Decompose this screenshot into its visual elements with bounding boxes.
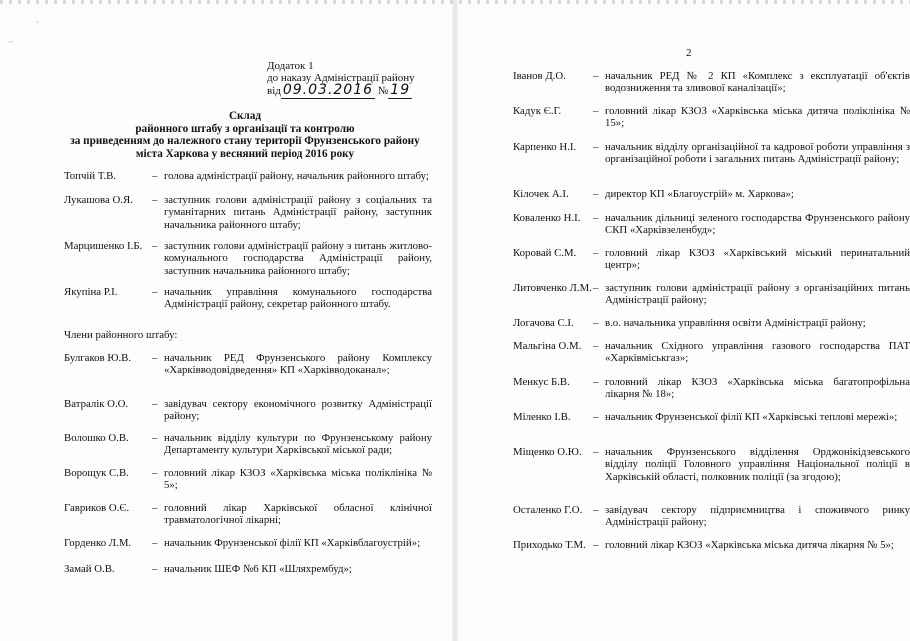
dash: – — [152, 467, 158, 479]
person-name: Мальгіна О.М. — [513, 340, 582, 352]
person-name: Іванов Д.О. — [513, 70, 566, 82]
dash: – — [593, 70, 599, 82]
dash: – — [152, 286, 158, 298]
person-role: начальник дільниці зеленого господарства Фрунзенського району СКП «Харківзеленбуд»; — [605, 212, 910, 237]
person-name: Кадук Є.Г. — [513, 105, 562, 117]
person-role: завідувач сектору підприємництва і споживчого ринку Адміністрації району; — [605, 504, 910, 529]
person-name: Литовченко Л.М. — [513, 282, 592, 294]
person-name: Топчій Т.В. — [64, 170, 116, 182]
dash: – — [593, 539, 599, 551]
addendum-label: Додаток 1 — [267, 60, 314, 72]
dash: – — [593, 188, 599, 200]
handwritten-number: 19 — [390, 82, 411, 98]
addendum-order-ref: до наказу Адміністрації району — [267, 72, 415, 84]
scan-speck: ·· — [8, 38, 14, 47]
person-role: начальник ШЕФ №6 КП «Шляхрембуд»; — [164, 563, 352, 575]
dash: – — [593, 446, 599, 458]
addendum-block — [267, 60, 415, 97]
person-name: Булгаков Ю.В. — [64, 352, 132, 364]
person-role: начальник РЕД № 2 КП «Комплекс з експлуатації об'єктів водозниження та зливової каналізації»; — [605, 70, 910, 95]
members-heading: Члени районного штабу: — [64, 329, 178, 341]
document-title — [60, 110, 430, 160]
number-sign: № — [377, 85, 389, 97]
title-line: Склад — [228, 110, 262, 122]
person-role: в.о. начальника управління освіти Адміністрації району; — [605, 317, 866, 329]
title-line: міста Харкова у весняний період 2016 року — [135, 147, 355, 160]
person-name: Логачова С.І. — [513, 317, 574, 329]
date-prefix: від — [267, 85, 281, 97]
person-name: Міщенко О.Ю. — [513, 446, 582, 458]
person-role: голова адміністрації району, начальник районного штабу; — [164, 170, 429, 182]
dash: – — [593, 247, 599, 259]
person-role: головний лікар КЗОЗ «Харківський міський перинатальний центр»; — [605, 247, 910, 272]
dash: – — [593, 411, 599, 423]
person-role: головний лікар КЗОЗ «Харківська міська поліклініка № 5»; — [164, 467, 432, 492]
person-name: Марцишенко І.Б. — [64, 240, 143, 252]
person-name: Кілочек А.І. — [513, 188, 569, 200]
title-line: за приведенням до належного стану території Фрунзенського району — [70, 135, 420, 148]
person-role: начальник відділу культури по Фрунзенському району Департаменту культури Харківської міської ради; — [164, 432, 432, 457]
person-name: Міленко І.В. — [513, 411, 571, 423]
dash: – — [152, 537, 158, 549]
dash: – — [152, 432, 158, 444]
dash: – — [152, 194, 158, 206]
person-role: заступник голови адміністрації району з питань житлово-комунального господарства Адміністрації району, заступник начальника районного штабу; — [164, 240, 432, 277]
person-role: завідувач сектору економічного розвитку Адміністрації району; — [164, 398, 432, 423]
dash: – — [593, 141, 599, 153]
person-name: Ворощук С.В. — [64, 467, 129, 479]
dash: – — [593, 340, 599, 352]
dash: – — [593, 317, 599, 329]
person-name: Якупіна Р.І. — [64, 286, 118, 298]
scan-speck: · — [36, 18, 39, 27]
person-role: начальник РЕД Фрунзенського району Комплексу «Харківводовідведення» КП «Харківводоканал»; — [164, 352, 432, 377]
dash: – — [152, 170, 158, 182]
person-role: заступник голови адміністрації району з організаційних питань Адміністрації району; — [605, 282, 910, 307]
person-name: Осталенко Г.О. — [513, 504, 583, 516]
person-name: Коваленко Н.І. — [513, 212, 581, 224]
person-role: заступник голови адміністрації району з соціальних та гуманітарних питань Адміністрації району, заступник начальника районного штабу; — [164, 194, 432, 231]
person-name: Коровай С.М. — [513, 247, 577, 259]
dash: – — [152, 240, 158, 252]
person-name: Лукашова О.Я. — [64, 194, 133, 206]
person-name: Приходько Т.М. — [513, 539, 586, 551]
person-name: Волошко О.В. — [64, 432, 129, 444]
person-role: начальник Фрунзенської філії КП «Харківблагоустрій»; — [164, 537, 421, 549]
person-name: Ватралік О.О. — [64, 398, 129, 410]
person-role: начальник Фрунзенського відділення Орджонікідзевського відділу поліції Головного управління Національної поліції в Харківській області, полковник поліції (за згодою); — [605, 446, 910, 483]
dash: – — [152, 352, 158, 364]
person-role: головний лікар КЗОЗ «Харківська міська багатопрофільна лікарня № 18»; — [605, 376, 910, 401]
dash: – — [152, 502, 158, 514]
person-name: Горденко Л.М. — [64, 537, 132, 549]
person-name: Карпенко Н.І. — [513, 141, 577, 153]
page-number: 2 — [686, 47, 692, 59]
person-role: головний лікар КЗОЗ «Харківська міська дитяча поліклініка № 15»; — [605, 105, 910, 130]
person-name: Замай О.В. — [64, 563, 115, 575]
person-role: начальник управління комунального господарства Адміністрації району, секретар районного штабу. — [164, 286, 432, 311]
addendum-date-line — [267, 84, 415, 97]
person-role: головний лікар Харківської обласної клінічної травматологічної лікарні; — [164, 502, 432, 527]
dash: – — [593, 504, 599, 516]
dash: – — [593, 376, 599, 388]
person-role: начальник Східного управління газового господарства ПАТ «Харківміськгаз»; — [605, 340, 910, 365]
dash: – — [152, 398, 158, 410]
dash: – — [152, 563, 158, 575]
person-role: начальник відділу організаційної та кадрової роботи управління з організаційної роботи і загальних питань Адміністрації району; — [605, 141, 910, 166]
dash: – — [593, 212, 599, 224]
dash: – — [593, 105, 599, 117]
handwritten-date: 09.03.2016 — [282, 82, 374, 98]
person-name: Менкус Б.В. — [513, 376, 570, 388]
person-name: Гавриков О.Є. — [64, 502, 130, 514]
page-2 — [455, 0, 910, 641]
person-role: начальник Фрунзенської філії КП «Харківські теплові мережі»; — [605, 411, 898, 423]
person-role: головний лікар КЗОЗ «Харківська міська дитяча лікарня № 5»; — [605, 539, 894, 551]
person-role: директор КП «Благоустрій» м. Харкова»; — [605, 188, 794, 200]
dash: – — [593, 282, 599, 294]
title-line: районного штабу з організації та контролю — [135, 122, 355, 135]
